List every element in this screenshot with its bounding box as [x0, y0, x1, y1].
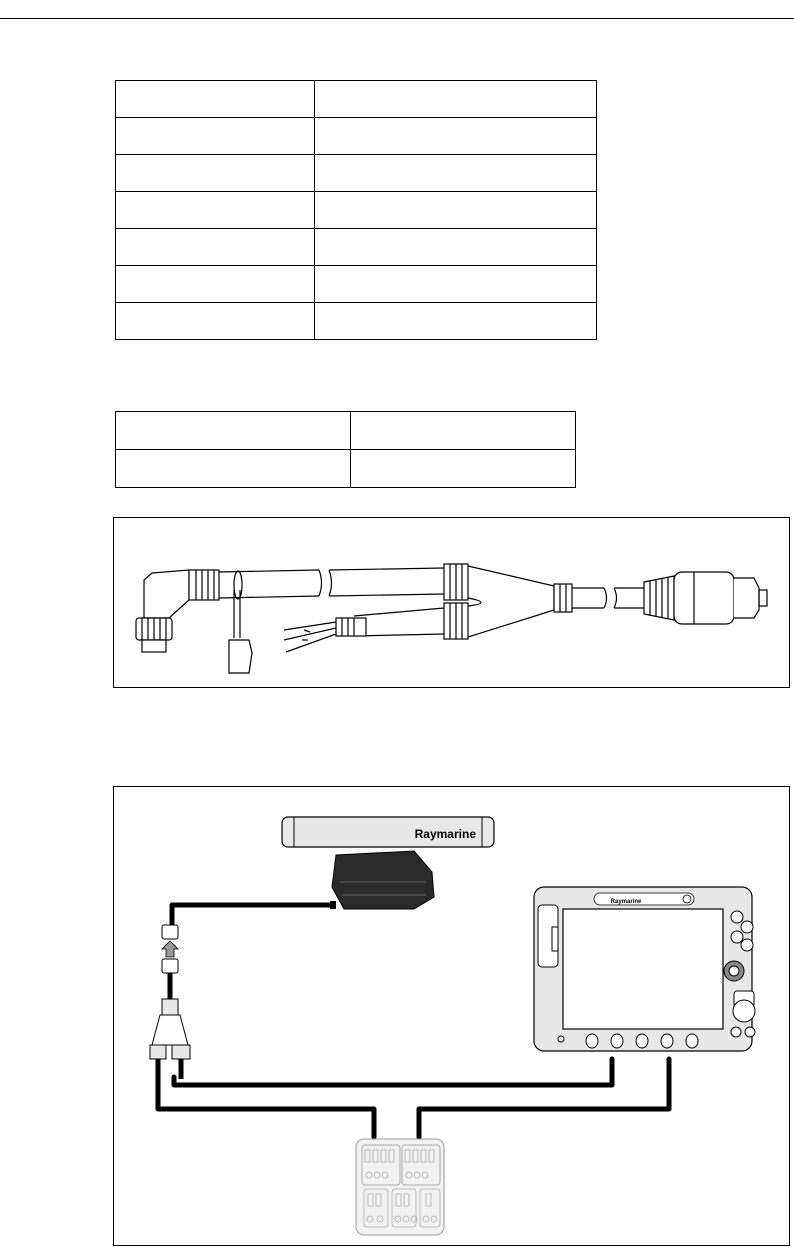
table-row	[116, 303, 597, 340]
table-row	[116, 192, 597, 229]
up-arrow-icon	[162, 941, 178, 957]
table-cell	[116, 155, 315, 192]
table-row	[116, 155, 597, 192]
display-brand-label: Raymarine	[610, 899, 642, 905]
spec-table-1	[115, 80, 597, 340]
radar-brand-label: Raymarine	[414, 827, 476, 841]
system-diagram-svg	[114, 787, 791, 1247]
table-cell	[315, 81, 597, 118]
table-cell	[315, 229, 597, 266]
inline-connector-icon	[162, 925, 178, 1001]
table-row	[116, 412, 576, 450]
multifunction-display-icon	[534, 887, 755, 1051]
table-cell	[116, 118, 315, 155]
table-row	[116, 118, 597, 155]
table-row	[116, 81, 597, 118]
table-cell	[116, 412, 351, 450]
table-row	[116, 229, 597, 266]
table-cell	[116, 450, 351, 488]
table-cell	[315, 155, 597, 192]
table-row	[116, 450, 576, 488]
switch-panel-icon	[356, 1139, 444, 1235]
y-cable-illustration	[114, 518, 791, 689]
table-cell	[315, 118, 597, 155]
table-cell	[315, 303, 597, 340]
connection-diagram	[113, 786, 790, 1246]
radar-scanner-icon	[282, 817, 494, 909]
spec-table-2	[115, 411, 576, 488]
table-cell	[116, 229, 315, 266]
table-cell	[351, 412, 576, 450]
table-cell	[116, 192, 315, 229]
y-splitter-icon	[150, 999, 190, 1079]
table-cell	[351, 450, 576, 488]
table-cell	[116, 266, 315, 303]
table-cell	[116, 81, 315, 118]
cable-figure	[113, 517, 790, 688]
table-cell	[315, 266, 597, 303]
table-cell	[116, 303, 315, 340]
table-cell	[315, 192, 597, 229]
table-row	[116, 266, 597, 303]
header-rule	[0, 18, 794, 19]
